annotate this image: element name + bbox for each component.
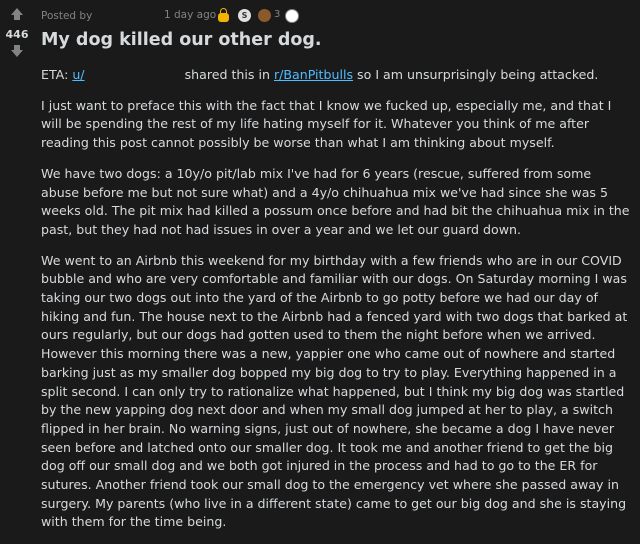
subreddit-link[interactable]: r/BanPitbulls <box>273 67 354 82</box>
eta-line <box>41 66 633 85</box>
silver-award-icon[interactable]: S <box>238 9 251 22</box>
vote-score: 446 <box>5 28 29 41</box>
posted-by-label: Posted by <box>41 10 93 22</box>
snoo-award-icon[interactable] <box>285 9 299 23</box>
body-paragraph: We went to an Airbnb this weekend for my birthday with a few friends who are in our COVID bubble and who are very comfortable and familiar with our dogs. On Saturday morning I was taking our two dogs out into the yard of the Airbnb to go potty before we had our day of hiking and fun. The house next to the Airbnb had a fenced yard with two dogs that barked at ours regularly, but our dogs had gotten used to them the night before when we arrived. However this morning there was a new, yappier one who came out of nowhere and started barking just as my smaller dog bopped my big dog to try to play. Everything happened in a split second. I can only try to rationalize what happened, but I think my big dog was startled by the new yapping dog next door and when my small dog jumped at her to play, a switch flipped in her brain. No warning signs, just out of nowhere, she became a dog I have never seen before and latched onto our smaller dog. It took me and another friend to get the big dog off our small dog and we both got injured in the process and had to go to the ER for sutures. Another friend took our small dog to the emergency vet where she passed away in surgery. My parents (who live in a different state) came to get our big dog and she is staying with them for the time being. <box>41 252 628 530</box>
eta-prefix: ETA: <box>41 67 69 82</box>
post-timestamp[interactable]: 1 day ago <box>164 9 217 21</box>
body-paragraph: I just want to preface this with the fact that I know we fucked up, especially me, and that I will be spending the rest of my life hating myself for it. Whatever you think of me after reading this post cannot possibly be worse than what I am thinking about myself. <box>41 97 612 151</box>
post-title[interactable]: My dog killed our other dog. <box>41 30 322 50</box>
eta-suffix: so I am unsurprisingly being attacked. <box>357 67 599 82</box>
post-body <box>41 66 633 544</box>
upvote-arrow-icon[interactable] <box>11 8 23 22</box>
poop-award-icon[interactable] <box>258 9 271 22</box>
eta-user-link[interactable]: u/ <box>72 67 85 82</box>
body-paragraph: We have two dogs: a 10y/o pit/lab mix I've had for 6 years (rescue, suffered from some abuse before me but not sure what) and a 4y/o chihuahua mix we've had since she was 5 weeks old. The pit mix had killed a possum once before and had bit the chihuahua mix in the past, but they had not had issues in over a year and we let our guard down. <box>41 165 630 237</box>
award-count: 3 <box>274 9 281 20</box>
lock-award-icon[interactable] <box>218 13 229 22</box>
eta-middle: shared this in <box>184 67 270 82</box>
downvote-arrow-icon[interactable] <box>11 45 23 59</box>
post-meta <box>41 9 281 23</box>
